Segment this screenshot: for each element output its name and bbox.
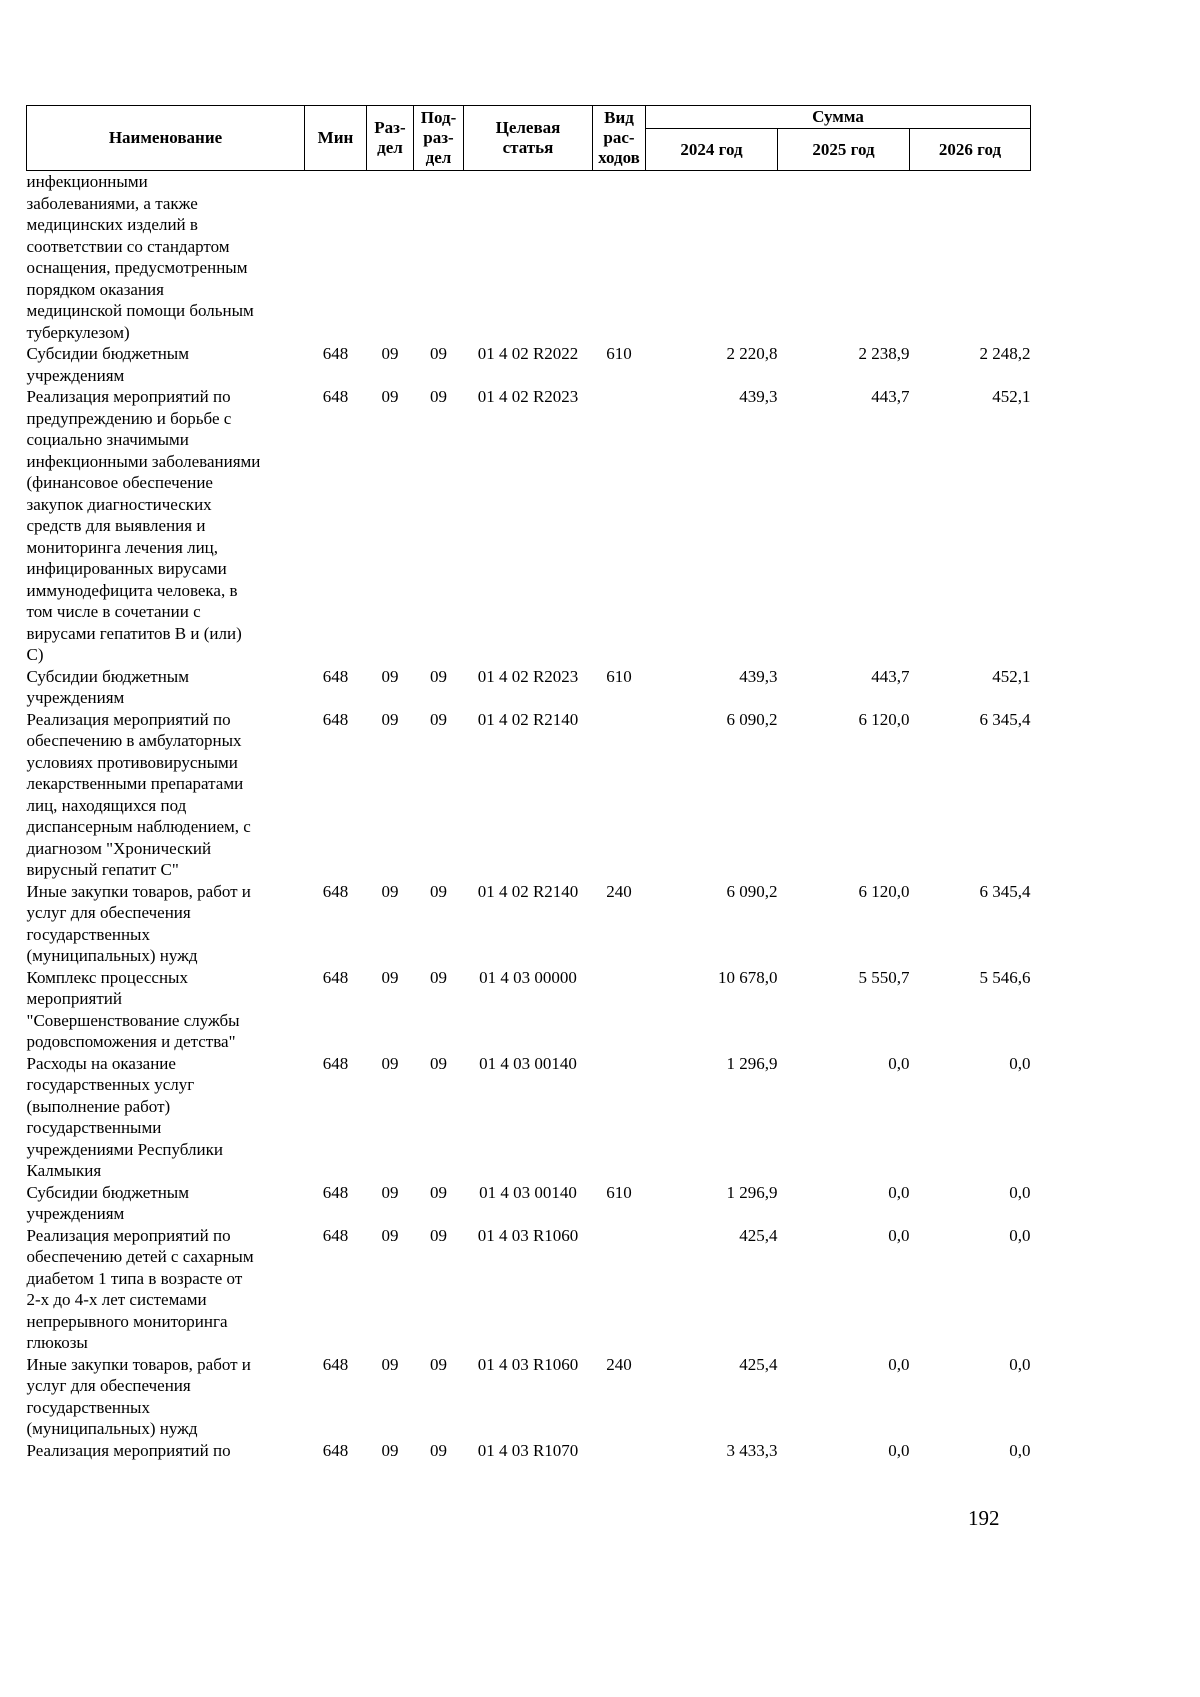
table-row xyxy=(27,1354,1031,1440)
cell-razdel: 09 xyxy=(381,387,399,406)
cell-vid: 240 xyxy=(606,881,632,901)
cell-target: 01 4 03 R1070 xyxy=(477,1440,579,1460)
cell-vid xyxy=(593,171,646,344)
cell-2026: 2 248,2 xyxy=(979,344,1031,363)
cell-vid xyxy=(593,1225,646,1354)
cell-2025: 0,0 xyxy=(888,1354,910,1374)
cell-target: 01 4 03 R1060 xyxy=(477,1225,579,1245)
header-min: Мин xyxy=(305,106,367,171)
cell-min: 648 xyxy=(322,967,349,987)
table-header xyxy=(27,106,1031,171)
table-row xyxy=(27,967,1031,1053)
header-name: Наименование xyxy=(27,106,305,171)
cell-2025: 0,0 xyxy=(888,1440,910,1460)
cell-podrazdel: 09 xyxy=(430,344,447,363)
table-row xyxy=(27,386,1031,666)
cell-min: 648 xyxy=(322,1053,349,1073)
cell-min: 648 xyxy=(322,1225,349,1245)
cell-2026: 6 345,4 xyxy=(979,881,1031,901)
cell-razdel: 09 xyxy=(381,1354,399,1374)
table-row xyxy=(27,171,1031,344)
cell-2024: 1 296,9 xyxy=(726,1182,778,1202)
cell-podrazdel: 09 xyxy=(430,881,447,901)
table-row xyxy=(27,1440,1031,1462)
cell-target: 01 4 02 R2023 xyxy=(477,666,579,686)
cell-name: Реализация мероприятий по предупреждению и борьбе с социально значимыми инфекционными заболеваниями (финансовое обеспечение закупок диагностических средств для выявления и мониторинга лечения лиц, инфицированных вирусами иммунодефицита человека, в том числе в сочетании с вирусами гепатитов B и (или) C) xyxy=(26,387,261,664)
cell-min: 648 xyxy=(322,1354,349,1374)
header-target xyxy=(464,106,593,171)
cell-2026: 0,0 xyxy=(1009,1225,1031,1245)
cell-razdel: 09 xyxy=(381,1053,399,1073)
cell-min: 648 xyxy=(322,709,349,729)
cell-podrazdel: 09 xyxy=(430,666,447,686)
cell-razdel: 09 xyxy=(381,967,399,987)
cell-2024: 3 433,3 xyxy=(726,1440,778,1460)
table-row xyxy=(27,1182,1031,1225)
cell-name: Реализация мероприятий по обеспечению детей с сахарным диабетом 1 типа в возрасте от 2-х до 4-х лет системами непрерывного мониторинга глюкозы xyxy=(26,1225,254,1352)
table-row xyxy=(27,881,1031,967)
cell-target: 01 4 02 R2140 xyxy=(477,881,579,901)
cell-2024: 6 090,2 xyxy=(726,709,778,729)
cell-2024 xyxy=(646,171,778,344)
cell-2025: 6 120,0 xyxy=(858,709,910,729)
cell-podrazdel xyxy=(414,171,464,344)
cell-target: 01 4 02 R2023 xyxy=(477,387,579,406)
table-row xyxy=(27,1225,1031,1354)
cell-name: Реализация мероприятий по xyxy=(26,1440,231,1460)
cell-name: Иные закупки товаров, работ и услуг для обеспечения государственных (муниципальных) нужд xyxy=(26,881,251,965)
cell-razdel: 09 xyxy=(381,1440,399,1460)
cell-podrazdel: 09 xyxy=(430,709,447,729)
cell-2024: 1 296,9 xyxy=(726,1053,778,1073)
budget-table xyxy=(26,105,1031,1461)
cell-2024: 425,4 xyxy=(739,1225,778,1245)
cell-podrazdel: 09 xyxy=(430,1354,447,1374)
table-row xyxy=(27,709,1031,881)
table-row xyxy=(27,343,1031,386)
cell-podrazdel: 09 xyxy=(430,1440,447,1460)
cell-target xyxy=(464,171,593,344)
cell-min: 648 xyxy=(322,1440,349,1460)
cell-podrazdel: 09 xyxy=(430,1182,447,1202)
cell-razdel: 09 xyxy=(381,666,399,686)
cell-name: Реализация мероприятий по обеспечению в амбулаторных условиях противовирусными лекарственными препаратами лиц, находящихся под диспансерным наблюдением, с диагнозом "Хронический вирусный гепатит C" xyxy=(26,709,251,879)
table-body xyxy=(27,171,1031,1462)
cell-razdel: 09 xyxy=(381,1182,399,1202)
header-summa: Сумма xyxy=(646,106,1031,129)
cell-podrazdel: 09 xyxy=(430,1225,447,1245)
cell-vid: 610 xyxy=(606,344,632,363)
cell-2025: 0,0 xyxy=(888,1053,910,1073)
cell-vid: 240 xyxy=(606,1354,632,1374)
cell-2026: 0,0 xyxy=(1009,1354,1031,1374)
cell-razdel: 09 xyxy=(381,709,399,729)
header-podrazdel xyxy=(414,106,464,171)
header-target-text: Целевая статья xyxy=(495,118,561,157)
cell-2025: 0,0 xyxy=(888,1182,910,1202)
cell-podrazdel: 09 xyxy=(430,387,447,406)
cell-vid: 610 xyxy=(606,666,632,686)
cell-vid xyxy=(593,709,646,881)
header-razdel-text: Раз- дел xyxy=(374,118,406,157)
cell-target: 01 4 03 00140 xyxy=(479,1053,577,1073)
cell-podrazdel: 09 xyxy=(430,1053,447,1073)
page-number: 192 xyxy=(968,1506,1000,1530)
cell-2024: 10 678,0 xyxy=(718,967,778,987)
cell-2026: 6 345,4 xyxy=(979,709,1031,729)
cell-2025: 2 238,9 xyxy=(858,344,910,363)
cell-min: 648 xyxy=(322,344,349,363)
cell-2026 xyxy=(910,171,1031,344)
header-podrazdel-text: Под- раз- дел xyxy=(420,108,457,167)
cell-2026: 0,0 xyxy=(1009,1440,1031,1460)
header-2026: 2026 год xyxy=(910,129,1031,171)
header-2025: 2025 год xyxy=(778,129,910,171)
cell-2024: 439,3 xyxy=(739,666,778,686)
cell-vid xyxy=(593,386,646,666)
header-vid-text: Вид рас- ходов xyxy=(598,108,640,167)
cell-target: 01 4 02 R2022 xyxy=(477,344,579,363)
cell-2026: 0,0 xyxy=(1009,1182,1031,1202)
cell-vid xyxy=(593,1440,646,1462)
cell-min xyxy=(305,171,367,344)
cell-razdel: 09 xyxy=(381,344,399,363)
cell-target: 01 4 02 R2140 xyxy=(477,709,579,729)
cell-name: Комплекс процессных мероприятий "Совершенствование службы родовспоможения и детства" xyxy=(26,967,240,1051)
cell-razdel: 09 xyxy=(381,1225,399,1245)
table-row xyxy=(27,1053,1031,1182)
cell-target: 01 4 03 00000 xyxy=(479,967,577,987)
cell-name: инфекционными заболеваниями, а также медицинских изделий в соответствии со стандартом оснащения, предусмотренным порядком оказания медицинской помощи больным туберкулезом) xyxy=(26,172,254,342)
cell-name: Расходы на оказание государственных услуг (выполнение работ) государственными учреждениями Республики Калмыкия xyxy=(26,1053,223,1180)
cell-min: 648 xyxy=(322,881,349,901)
cell-2026: 5 546,6 xyxy=(979,967,1031,987)
cell-min: 648 xyxy=(322,1182,349,1202)
cell-name: Субсидии бюджетным учреждениям xyxy=(26,344,189,385)
cell-name: Субсидии бюджетным учреждениям xyxy=(26,1182,189,1223)
table-row xyxy=(27,666,1031,709)
cell-2025: 443,7 xyxy=(871,666,910,686)
cell-vid: 610 xyxy=(606,1182,632,1202)
header-vid xyxy=(593,106,646,171)
cell-target: 01 4 03 00140 xyxy=(479,1182,577,1202)
cell-2024: 439,3 xyxy=(739,387,778,406)
cell-2026: 452,1 xyxy=(992,387,1031,406)
cell-2025: 5 550,7 xyxy=(858,967,910,987)
cell-2025: 6 120,0 xyxy=(858,881,910,901)
header-2024: 2024 год xyxy=(646,129,778,171)
cell-razdel: 09 xyxy=(381,881,399,901)
cell-min: 648 xyxy=(322,387,349,406)
cell-2025: 0,0 xyxy=(888,1225,910,1245)
cell-vid xyxy=(593,967,646,1053)
cell-2026: 452,1 xyxy=(992,666,1031,686)
cell-podrazdel: 09 xyxy=(430,967,447,987)
cell-2026: 0,0 xyxy=(1009,1053,1031,1073)
cell-vid xyxy=(593,1053,646,1182)
cell-2024: 6 090,2 xyxy=(726,881,778,901)
header-razdel xyxy=(367,106,414,171)
cell-2025 xyxy=(778,171,910,344)
cell-min: 648 xyxy=(322,666,349,686)
cell-2024: 2 220,8 xyxy=(726,344,778,363)
cell-name: Субсидии бюджетным учреждениям xyxy=(26,666,189,707)
cell-name: Иные закупки товаров, работ и услуг для обеспечения государственных (муниципальных) нужд xyxy=(26,1354,251,1438)
cell-razdel xyxy=(367,171,414,344)
cell-2025: 443,7 xyxy=(871,387,910,406)
cell-target: 01 4 03 R1060 xyxy=(477,1354,579,1374)
cell-2024: 425,4 xyxy=(739,1354,778,1374)
